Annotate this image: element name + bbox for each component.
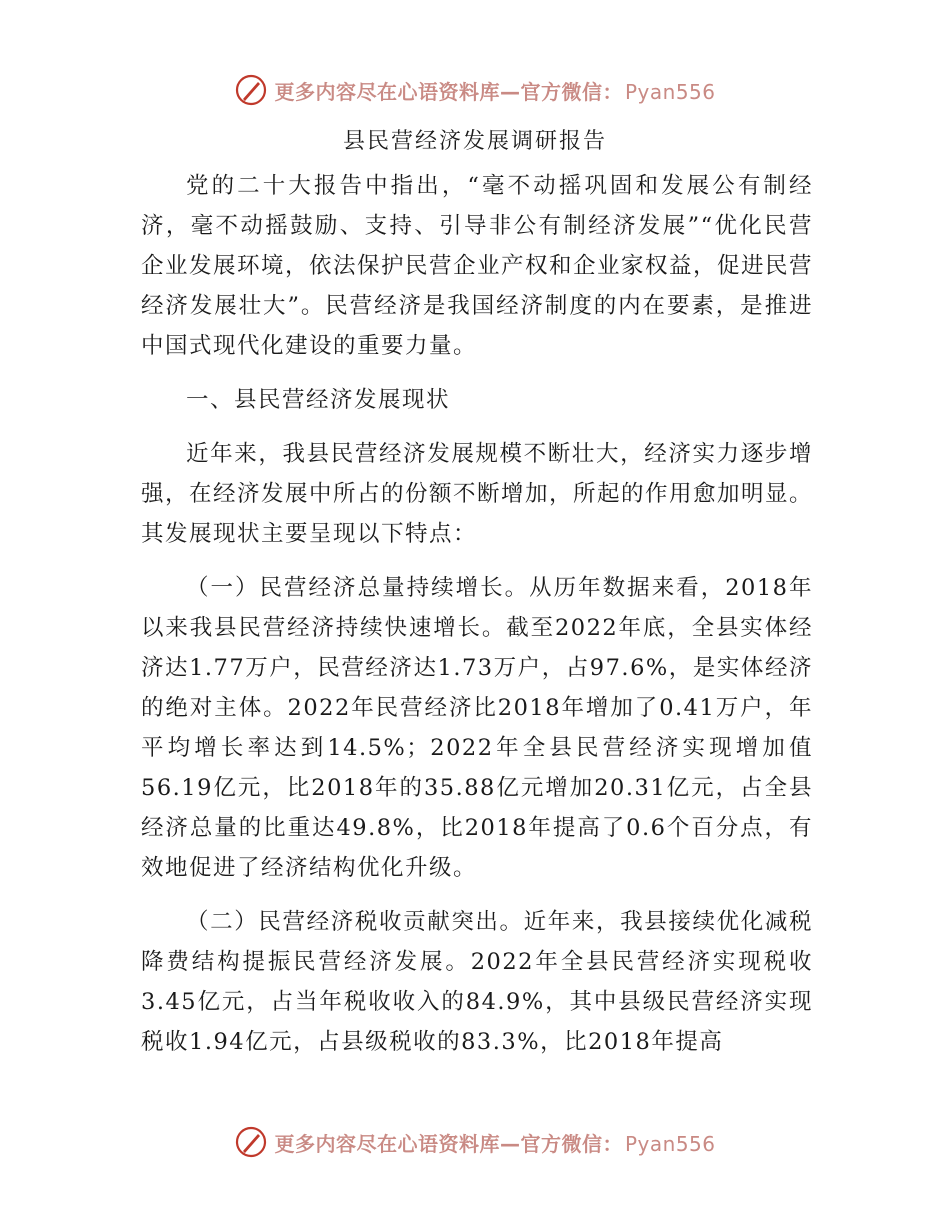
document-title: 县民营经济发展调研报告 (342, 129, 607, 154)
quill-logo-icon (234, 73, 268, 107)
watermark-footer (0, 1120, 950, 1164)
section-heading: 一、县民营经济发展现状 (186, 387, 451, 413)
point-one-paragraph: （一）民营经济总量持续增长。从历年数据来看，2018年以来我县民营经济持续快速增长。截至2022年底，全县实体经济达1.77万户，民营经济达1.73万户，占97.6%，是实体经济的绝对主体。2022年民营经济比2018年增加了0.41万户，年平均增长率达到14.5%；2022年全县民营经济实现增加值56.19亿元，比2018年的35.88亿元增加20.31亿元，占全县经济总量的比重达49.8%，比2018年提高了0.6个百分点，有效地促进了经济结构优化升级。 (141, 575, 813, 881)
intro-paragraph: 党的二十大报告中指出，“毫不动摇巩固和发展公有制经济，毫不动摇鼓励、支持、引导非公有制经济发展”“优化民营企业发展环境，依法保护民营企业产权和企业家权益，促进民营经济发展壮大”。民营经济是我国经济制度的内在要素，是推进中国式现代化建设的重要力量。 (141, 173, 814, 359)
section-intro-paragraph: 近年来，我县民营经济发展规模不断壮大，经济实力逐步增强，在经济发展中所占的份额不断增加，所起的作用愈加明显。其发展现状主要呈现以下特点： (141, 441, 814, 547)
wechat-id: Pyan556 (624, 1131, 716, 1156)
wechat-id: Pyan556 (624, 79, 716, 104)
document-body (141, 166, 813, 1076)
quill-logo-icon (234, 1125, 268, 1159)
point-two-paragraph: （二）民营经济税收贡献突出。近年来，我县接续优化减税降费结构提振民营经济发展。2022年全县民营经济实现税收3.45亿元，占当年税收收入的84.9%，其中县级民营经济实现税收1.94亿元，占县级税收的83.3%，比2018年提高 (141, 909, 813, 1055)
watermark-header (0, 68, 950, 112)
watermark-text: 更多内容尽在心语资料库—官方微信： Pyan556 (274, 79, 716, 104)
watermark-text: 更多内容尽在心语资料库—官方微信： Pyan556 (274, 1131, 716, 1156)
